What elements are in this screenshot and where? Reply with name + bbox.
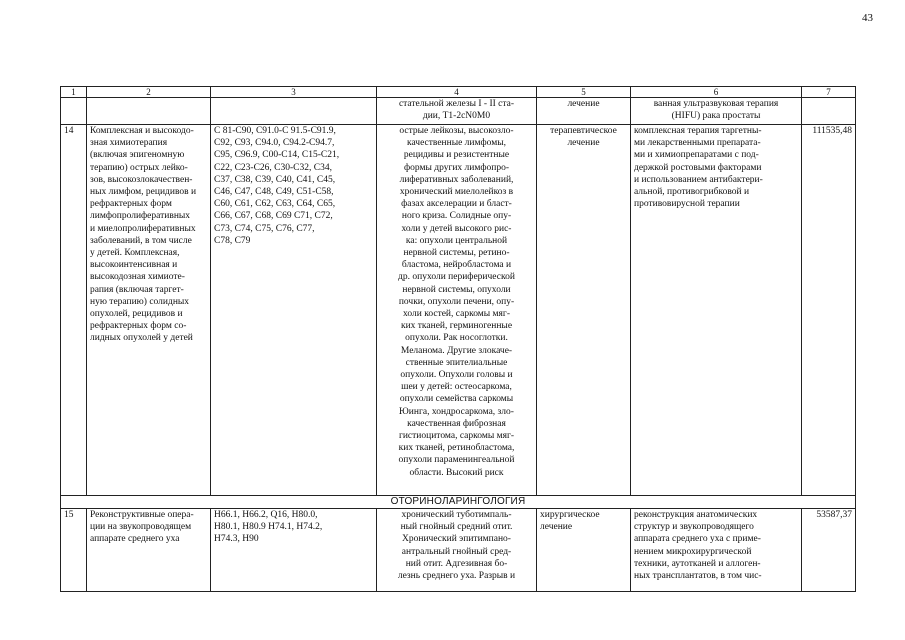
header-cell: 6 (631, 87, 802, 98)
icd-codes-cell: H66.1, H66.2, Q16, H80.0, H80.1, H80.9 H74.1, H74.2, H74.3, H90 (211, 509, 377, 592)
treatment-method-cell: реконструкция анатомических структур и звукопроводящего аппарата среднего уха с приме- нением микрохирургической техники, аутотканей и аллоген- ных трансплантатов, в том чис- (631, 509, 802, 592)
section-row (61, 496, 856, 509)
treatment-type-cell: терапевтическое лечение (537, 125, 631, 496)
row-number-cell: 14 (61, 125, 87, 496)
header-cell: 1 (61, 87, 87, 98)
table-row (61, 509, 856, 592)
treatment-type-cell: хирургическое лечение (537, 509, 631, 592)
empty-cell (211, 98, 377, 125)
cost-cell: 53587,37 (802, 509, 856, 592)
empty-cell (802, 98, 856, 125)
section-title: ОТОРИНОЛАРИНГОЛОГИЯ (61, 496, 856, 509)
page-number: 43 (862, 12, 873, 24)
header-cell: 5 (537, 87, 631, 98)
empty-cell (87, 98, 211, 125)
header-cell: 4 (377, 87, 537, 98)
column-number-header-row (61, 87, 856, 98)
care-type-cell: Реконструктивные опера- ции на звукопроводящем аппарате среднего уха (87, 509, 211, 592)
treatment-type-cell: лечение (537, 98, 631, 125)
icd-codes-cell: C 81-C90, C91.0-C 91.5-C91.9, C92, C93, C94.0, C94.2-C94.7, C95, C96.9, C00-C14, C15-C21, C22, C23-C26, C30-C32, C34, C37, C38, C39, C40, C41, C45, C46, C47, C48, C49, C51-C58, C60, C61, C62, C63, C64, C65, C66, C67, C68, C69 C71, C72, C73, C74, C75, C76, C77, C78, C79 (211, 125, 377, 496)
treatment-method-cell: ванная ультразвуковая терапия (HIFU) рака простаты (631, 98, 802, 125)
cost-cell: 111535,48 (802, 125, 856, 496)
continuation-row (61, 98, 856, 125)
patient-model-cell: острые лейкозы, высокозло- качественные лимфомы, рецидивы и резистентные формы других лимфопро- лиферативных заболеваний, хронический миелолейкоз в фазах акселерации и бласт- ного криза. Солидные опу- холи у детей высокого рис- ка: опухоли центральной нервной системы, ретино- бластома, нейробластома и др. опухоли периферической нервной системы, опухоли почки, опухоли печени, опу- холи костей, саркомы мяг- ких тканей, герминогенные опухоли. Рак носоглотки. Меланома. Другие злокаче- ственные эпителиальные опухоли. Опухоли головы и шеи у детей: остеосаркома, опухоли семейства саркомы Юинга, хондросаркома, зло- качественная фиброзная гистиоцитома, саркомы мяг- ких тканей, ретинобластома, опухоли параменингеальной области. Высокий риск (377, 125, 537, 496)
empty-cell (61, 98, 87, 125)
care-type-cell: Комплексная и высокодо- зная химиотерапия (включая эпигеномную терапию) острых лейко- зов, высокозлокачествен- ных лимфом, рецидивов и рефрактерных форм лимфопролиферативных и миелопролиферативных заболеваний, в том числе у детей. Комплексная, высокоинтенсивная и высокодозная химиоте- рапия (включая таргет- ную терапию) солидных опухолей, рецидивов и рефрактерных форм со- лидных опухолей у детей (87, 125, 211, 496)
patient-model-cell: хронический туботимпаль- ный гнойный средний отит. Хронический эпитимпано- антральный гнойный сред- ний отит. Адгезивная бо- лезнь среднего уха. Разрыв и (377, 509, 537, 592)
header-cell: 7 (802, 87, 856, 98)
row-number-cell: 15 (61, 509, 87, 592)
header-cell: 2 (87, 87, 211, 98)
patient-model-cell: стательной железы I - II ста- дии, T1-2cN0M0 (377, 98, 537, 125)
treatment-method-cell: комплексная терапия таргетны- ми лекарственными препарата- ми и химиопрепаратами с под- держкой ростовыми факторами и использованием антибактери- альной, противогрибковой и противовирусной терапии (631, 125, 802, 496)
header-cell: 3 (211, 87, 377, 98)
table-row (61, 125, 856, 496)
medical-care-table (60, 86, 856, 592)
